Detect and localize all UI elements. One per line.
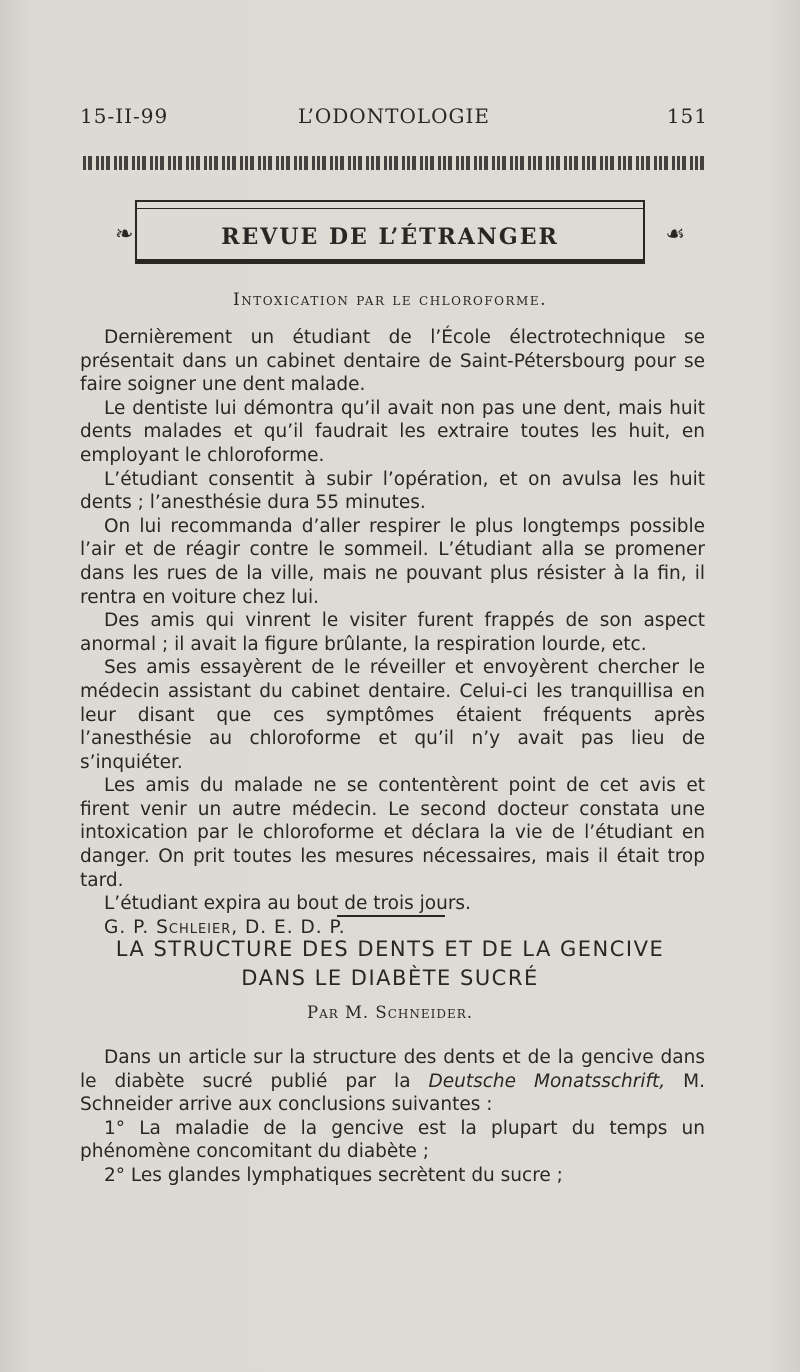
banner-frame <box>135 200 645 264</box>
list-item: 2° Les glandes lymphatiques secrètent du sucre ; <box>104 1164 563 1186</box>
author-signature: G. P. Schleier, D. E. D. P. <box>104 916 346 938</box>
paragraph: L’étudiant expira au bout de trois jours. <box>104 893 471 915</box>
ornamental-rule <box>83 156 705 170</box>
running-header <box>80 104 708 134</box>
intro-paragraph: Dans un article sur la structure des dents et de la gencive dans le diabète sucré publié par la Deutsche Monatsschrift, M. Schneider arrive aux conclusions suivantes : <box>80 1047 705 1116</box>
article2-byline: Par M. Schneider. <box>306 1003 474 1022</box>
article1-body <box>80 326 705 939</box>
paragraph: Ses amis essayèrent de le réveiller et envoyèrent chercher le médecin assistant du cabinet dentaire. Celui-ci les tranquillisa en leur disant que ces symptômes étaient fréquents après l’anesthésie au chloroforme et qu’il n’y avait pas lieu de s’inquiéter. <box>80 657 705 773</box>
paragraph: L’étudiant consentit à subir l’opération, et on avulsa les huit dents ; l’anesthésie dura 55 minutes. <box>80 468 705 514</box>
title-line: DANS LE DIABÈTE SUCRÉ <box>241 966 539 990</box>
list-item: 1° La maladie de la gencive est la plupart du temps un phénomène concomitant du diabète ; <box>80 1117 705 1163</box>
fleuron-right-icon: ☙ <box>665 222 685 247</box>
paragraph: Des amis qui vinrent le visiter furent frappés de son aspect anormal ; il avait la figure brûlante, la respiration lourde, etc. <box>80 610 705 655</box>
title-line: LA STRUCTURE DES DENTS ET DE LA GENCIVE <box>115 937 665 961</box>
paragraph: On lui recommanda d’aller respirer le plus longtemps possible l’air et de réagir contre le sommeil. L’étudiant alla se promener dans les rues de la ville, mais ne pouvant plus résister à la fin, il rentra en voiture chez lui. <box>80 515 705 608</box>
article1-title: Intoxication par le chloroforme. <box>233 290 547 310</box>
issue-date: 15-II-99 <box>80 104 169 128</box>
section-divider <box>337 915 445 917</box>
page-number: 151 <box>666 104 708 128</box>
paragraph: Le dentiste lui démontra qu’il avait non pas une dent, mais huit dents malades et qu’il faudrait les extraire toutes les huit, en employant le chloroforme. <box>80 397 705 466</box>
fleuron-left-icon: ❧ <box>115 222 134 247</box>
journal-title: L’ODONTOLOGIE <box>297 104 491 128</box>
section-banner <box>115 200 685 272</box>
paragraph: Les amis du malade ne se contentèrent point de cet avis et firent venir un autre médecin. Le second docteur constata une intoxication par le chloroforme et déclara la vie de l’étudiant en danger. On prit toutes les mesures nécessaires, mais il était trop tard. <box>80 775 705 891</box>
banner-title: REVUE DE L’ÉTRANGER <box>221 224 559 250</box>
article2-title <box>80 935 700 993</box>
journal-name: Deutsche Monatsschrift, <box>428 1070 666 1092</box>
article2-body <box>80 1046 705 1188</box>
paragraph: Dernièrement un étudiant de l’École électrotechnique se présentait dans un cabinet dentaire de Saint-Pétersbourg pour se faire soigner une dent malade. <box>80 327 705 396</box>
